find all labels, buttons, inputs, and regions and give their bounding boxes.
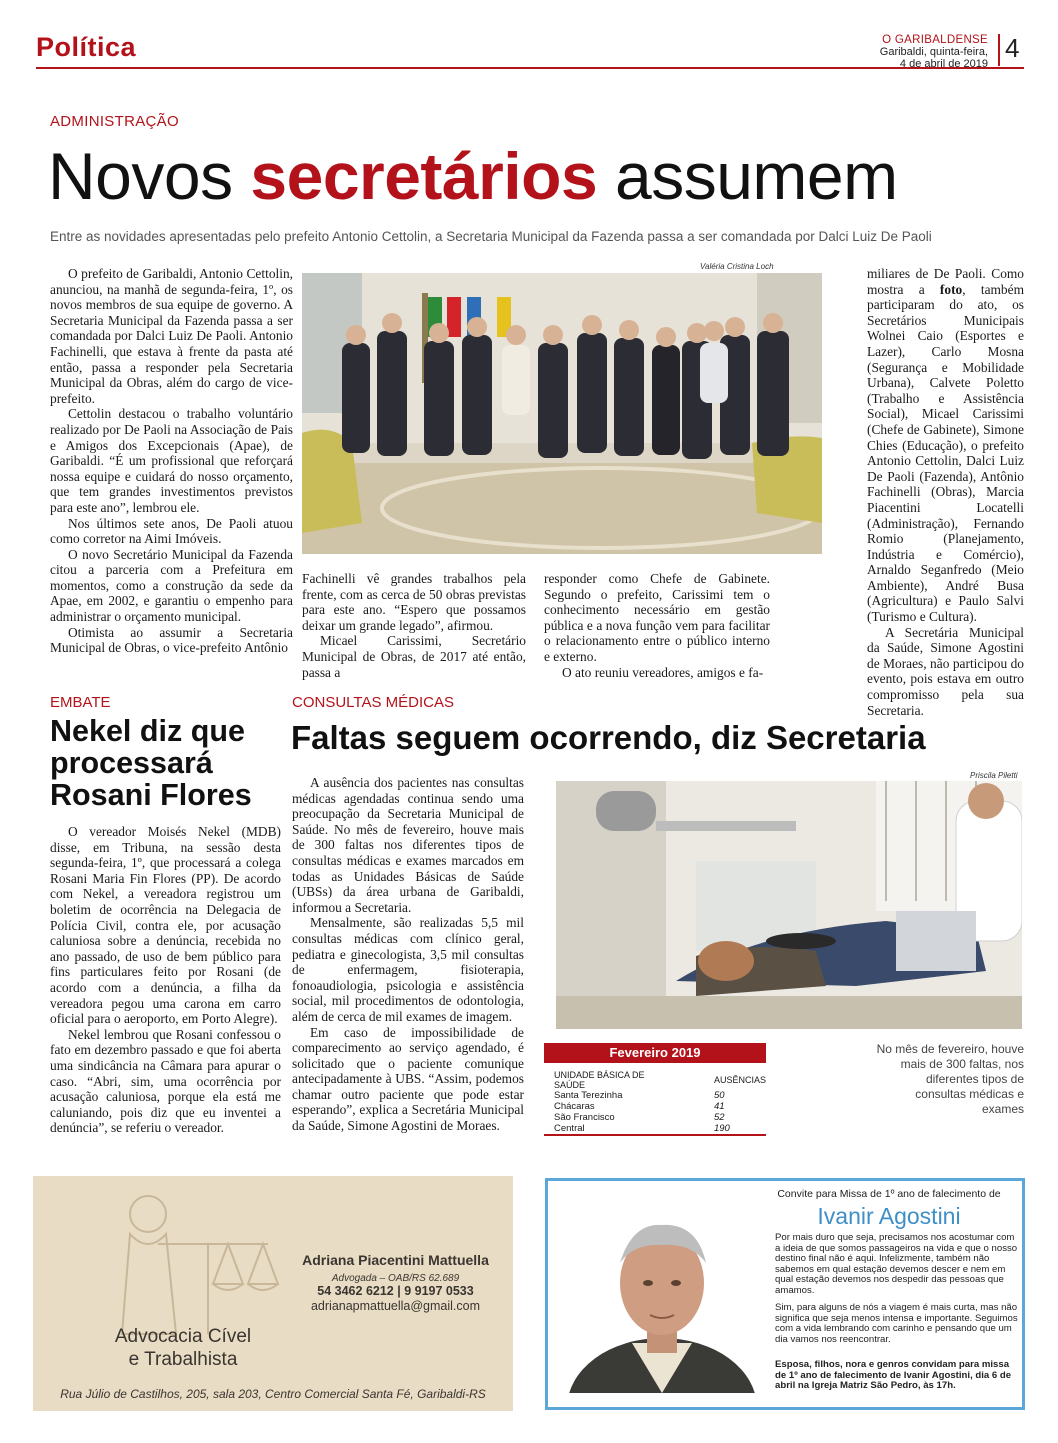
paragraph: Micael Carissimi, Secretário Municipal de Obras, de 2017 até então, passa a	[302, 633, 526, 680]
table-cell: 41	[713, 1101, 725, 1112]
paragraph: O prefeito de Garibaldi, Antonio Cettolin, anunciou, na manhã de segunda-feira, 1º, os novos membros de sua equipe de governo. A Secretaria Municipal da Fazenda passa a ser comandada por Dalci Luiz De Paoli. Antonio Fachinelli, que estava à frente da pasta até então, passa a responder pela Secretaria Municipal da Obras, além do cargo de vice-prefeito.	[50, 266, 293, 406]
kicker-consultas: CONSULTAS MÉDICAS	[292, 694, 454, 711]
paragraph: Nekel lembrou que Rosani confessou o fato em dezembro passado e que foi aberta uma sindicância na Câmara para apurar o caso. “Abri, sim, uma ocorrência por acusação caluniosa, porque ela está me caluniando, pois diz que eu inventei a denúncia”, se referiu o vereador.	[50, 1026, 281, 1136]
column-header: UNIDADE BÁSICA DE SAÚDE	[554, 1070, 645, 1090]
paragraph: O vereador Moisés Nekel (MDB) disse, em Tribuna, na sessão desta segunda-feira, 1º, que processará a colega Rosani Maria Fin Flores (PP). De acordo com Nekel, a vereadora registrou um boletim de ocorrência na Delegacia de Polícia Civil, contra ele, por acusação caluniosa sobre a denúncia, recebida no ano passado, de uso de bem público para fins particulares feito por Rosani (de acordo com a denúncia, a filha da vereadora pegou uma carona em carro oficial para o aeroporto, em Porto Alegre).	[50, 824, 281, 1027]
memorial-text-1: Por mais duro que seja, precisamos nos acostumar com a ideia de que somos passageiros na vida e que o nosso destino final não é aqui. Infelizmente, também não sabemos em qual estação devemos descer e nem em qual estação devemos nos despedir das pessoas que amamos.	[775, 1232, 1018, 1296]
memorial-ad	[545, 1178, 1025, 1410]
memorial-text-2: Sim, para alguns de nós a viagem é mais curta, mas não significa que seja menos intensa e importante. Seguimos com a vida lembrando com carinho e pensando que um dia vamos nos reencontrar.	[775, 1302, 1018, 1345]
paragraph: O novo Secretário Municipal da Fazenda citou a parceria com a Prefeitura em momentos, como a construção da sede da Apae, em 2002, e garantiu o empenho para administrar o orçamento municipal.	[50, 546, 293, 625]
consultas-headline: Faltas seguem ocorrendo, diz Secretaria	[291, 719, 926, 756]
group-photo	[302, 273, 822, 554]
column-header: AUSÊNCIAS	[713, 1075, 766, 1085]
absences-table	[554, 1070, 766, 1134]
page-number: 4	[1005, 33, 1020, 63]
text-bold: foto	[939, 281, 963, 297]
table-cell: São Francisco	[554, 1112, 615, 1123]
dateline-line2: 4 de abril de 2019	[899, 58, 988, 70]
embate-body	[50, 824, 281, 1136]
portrait-icon	[562, 1193, 767, 1393]
section-title: Política	[36, 32, 137, 62]
dentist-photo-image	[556, 781, 1022, 1029]
section-rule	[36, 67, 1024, 69]
headline-part2: assumem	[597, 139, 898, 213]
paragraph: Otimista ao assumir a Secretaria Municipal de Obras, o vice-prefeito Antônio	[50, 624, 293, 656]
headline-red: secretários	[250, 139, 598, 213]
justice-icon	[88, 1184, 288, 1344]
group-photo-image	[302, 273, 822, 554]
memorial-closing: Esposa, filhos, nora e genros convidam para missa de 1º ano de falecimento de Ivanir Agostini, dia 6 de abril na Igreja Matriz São Pedro, às 17h.	[775, 1359, 1012, 1392]
paragraph: Fachinelli vê grandes trabalhos pela frente, com as cerca de 50 obras previstas para este ano. “Espero que possamos deixar um grande legado”, afirmou.	[302, 571, 526, 633]
main-col-4	[867, 266, 1024, 718]
lawyer-email[interactable]: adrianapmattuella@gmail.com	[310, 1299, 481, 1313]
text-run: , também participaram do ato, os Secretários Municipais Wolnei Caio (Esportes e Lazer), Carlo Mosna (Segurança e Mobilidade Urbana), Calvete Poletto (Trabalho e Assistência Social), Micael Carissimi (Chefe de Gabinete), Simone Chies (Educação), o prefeito Antonio Cettolin, Dalci Luiz De Paoli (Fazenda), Antônio Fachinelli (Obras), Marcia Piacentini Locatelli (Administração), Fernando Romio (Planejamento, Indústria e Comércio), Arnaldo Seganfredo (Meio Ambiente), André Busa (Agricultura) e Paulo Salvi (Turismo e Cultura).	[867, 281, 1024, 625]
page-divider	[998, 34, 1000, 66]
main-headline	[48, 134, 898, 218]
paragraph: Cettolin destacou o trabalho voluntário realizado por De Paoli na Associação de Pais e Amigos dos Excepcionais (Apae), de Garibaldi. “É um profissional que reforçará nossa equipe e cuidará do nosso orçamento, que tem grandes investimentos previstos para este ano”, lembrou ele.	[50, 406, 293, 515]
table-cell: Central	[554, 1123, 585, 1134]
paragraph: Nos últimos sete anos, De Paoli atuou como corretor na Aimi Imóveis.	[50, 515, 293, 547]
lawyer-name: Adriana Piacentini Mattuella	[302, 1252, 489, 1268]
table-row	[554, 1112, 766, 1123]
paragraph: Em caso de impossibilidade de comparecimento ao serviço agendado, é solicitado que o paciente comunique antecipadamente à UBS. “Assim, podemos chamar outro paciente que pode estar esperando”, explica a Secretária Municipal da Saúde, Simone Agostini de Moraes.	[292, 1024, 524, 1134]
table-cell: 52	[713, 1112, 725, 1123]
paragraph: O ato reuniu vereadores, amigos e fa-	[562, 664, 764, 680]
table-cell: Chácaras	[554, 1101, 595, 1112]
photo-credit: Priscila Piletti	[970, 771, 1018, 780]
main-col-1	[50, 266, 293, 656]
consultas-body	[292, 775, 524, 1134]
kicker-embate: EMBATE	[50, 694, 111, 711]
photo-credit: Valéria Cristina Loch	[700, 262, 774, 271]
table-cell: Santa Terezinha	[554, 1090, 623, 1101]
table-row	[554, 1123, 766, 1134]
lawyer-title: Advogada – OAB/RS 62.689	[331, 1273, 460, 1284]
specialty-line1: Advocacia Cível	[114, 1326, 252, 1347]
table-cell: 190	[713, 1123, 730, 1134]
headline-part1: Novos	[48, 139, 251, 213]
lawyer-ad	[33, 1176, 513, 1411]
dateline-line1: Garibaldi, quinta-feira,	[879, 46, 988, 58]
paragraph: A Secretária Municipal da Saúde, Simone Agostini de Moraes, não participou do evento, pois estava em outro compromisso pela sua Secretaria.	[867, 624, 1024, 718]
table-row	[554, 1090, 766, 1101]
paragraph: responder como Chefe de Gabinete. Segundo o prefeito, Carissimi tem o conhecimento necessário em gestão pública e a nova função vem para facilitar o relacionamento entre o público interno e externo.	[544, 571, 770, 664]
table-row	[554, 1101, 766, 1112]
table-title: Fevereiro 2019	[544, 1043, 766, 1063]
text-run: miliares de De Paoli. Como mostra a	[867, 266, 1024, 297]
photo-caption: No mês de fevereiro, houve mais de 300 faltas, nos diferentes tipos de consultas médicas e exames	[876, 1042, 1024, 1116]
paragraph: A ausência dos pacientes nas consultas médicas agendadas continua sendo uma preocupação da Secretaria Municipal de Saúde. No mês de fevereiro, houve mais de 300 faltas nos diferentes tipos de consultas médicas e exames marcados em todas as Unidades Básicas de Saúde (UBSs) da área urbana de Garibaldi, informou a Secretaria.	[292, 775, 524, 915]
main-col-3	[544, 571, 770, 680]
specialty-line2: e Trabalhista	[128, 1349, 238, 1370]
main-deck: Entre as novidades apresentadas pelo prefeito Antonio Cettolin, a Secretaria Municipal da Fazenda passa a ser comandada por Dalci Luiz De Paoli	[50, 229, 932, 244]
memorial-invite: Convite para Missa de 1º ano de falecimento de	[777, 1188, 1001, 1200]
main-col-2	[302, 571, 526, 680]
memorial-name: Ivanir Agostini	[817, 1203, 961, 1229]
paragraph	[867, 266, 1024, 625]
lawyer-address: Rua Júlio de Castilhos, 205, sala 203, Centro Comercial Santa Fé, Garibaldi-RS	[60, 1387, 486, 1401]
table-header-row	[554, 1070, 766, 1090]
absences-table-box	[544, 1043, 766, 1136]
masthead	[880, 34, 988, 70]
embate-headline: Nekel diz que processará Rosani Flores	[50, 714, 252, 812]
table-cell: 50	[713, 1090, 725, 1101]
lawyer-phones: 54 3462 6212 | 9 9197 0533	[317, 1284, 474, 1298]
dentist-photo	[556, 781, 1022, 1029]
paper-name: O GARIBALDENSE	[882, 34, 988, 46]
kicker-administracao: ADMINISTRAÇÃO	[50, 113, 179, 130]
paragraph: Mensalmente, são realizadas 5,5 mil consultas médicas com clínico geral, pediatra e ginecologista, 3,5 mil consultas de enfermagem, fisioterapia, fonoaudiologia, psicologia e assistência social, mil procedimentos de odontologia, além de cerca de mil exames de imagem.	[292, 915, 524, 1024]
